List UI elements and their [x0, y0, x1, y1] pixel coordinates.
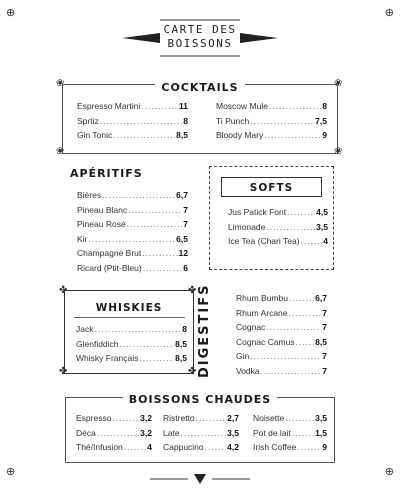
whiskies-title: WHISKIES [95, 302, 163, 314]
list-item: Vodka ..... 7 [236, 364, 327, 379]
aperitifs-title: APÉRITIFS [70, 167, 143, 180]
list-item: Déca ..... 3,2 [76, 426, 152, 441]
softs-list [228, 205, 328, 249]
aperitifs-list [77, 188, 188, 275]
digestifs-title: DIGESTIFS [197, 283, 212, 378]
header-title-line2: BOISSONS [167, 37, 233, 50]
boissons-chaudes-col1 [76, 411, 152, 455]
cocktails-right-list [216, 99, 327, 143]
list-item: Sprtiz ..... 8 [77, 114, 188, 129]
cocktails-corner-icon: ❀ [56, 146, 65, 157]
list-item: Rhum Arcane ..... 7 [236, 306, 327, 321]
corner-ornament-icon: ⊕ [6, 7, 16, 19]
list-item: Jus Patick Font ..... 4,5 [228, 205, 328, 220]
whiskies-list [76, 322, 187, 366]
corner-ornament-icon: ⊕ [384, 466, 394, 478]
list-item: Ice Tea (Chari Tea) ..... 4 [228, 234, 328, 249]
cocktails-corner-icon: ❀ [334, 78, 343, 89]
header-title-line1: CARTE DES [163, 23, 237, 36]
whiskies-corner-icon: ✤ [59, 285, 68, 296]
list-item: Ricard (Ptit-Bleu) ..... 6 [77, 261, 188, 276]
list-item: Rhum Bumbu ..... 6,7 [236, 291, 327, 306]
cocktails-left-list [77, 99, 188, 143]
list-item: Cognac ..... 7 [236, 320, 327, 335]
cocktails-title: COCKTAILS [155, 81, 244, 94]
list-item: Limonade ..... 3,5 [228, 220, 328, 235]
list-item: Thé/Infusion ..... 4 [76, 440, 152, 455]
list-item: Noisette ..... 3,5 [253, 411, 327, 426]
bottom-ornament-icon [150, 472, 250, 486]
list-item: Cappucino ..... 4,2 [163, 440, 239, 455]
list-item: Late ..... 3,5 [163, 426, 239, 441]
header-title [120, 16, 280, 60]
softs-title-box [221, 177, 322, 197]
digestifs-list [236, 291, 327, 378]
list-item: Espresso Martini ..... 11 [77, 99, 188, 114]
whiskies-corner-icon: ✤ [59, 366, 68, 377]
whiskies-corner-icon: ✤ [188, 366, 197, 377]
list-item: Pineau Rosé ..... 7 [77, 217, 188, 232]
list-item: Moscow Mule ..... 8 [216, 99, 327, 114]
cocktails-corner-icon: ❀ [334, 146, 343, 157]
list-item: Cognac Camus ..... 8,5 [236, 335, 327, 350]
whiskies-corner-icon: ✤ [188, 285, 197, 296]
list-item: Ti Punch ..... 7,5 [216, 114, 327, 129]
boissons-chaudes-title: BOISSONS CHAUDES [123, 393, 277, 406]
corner-ornament-icon: ⊕ [384, 7, 394, 19]
list-item: Bières ..... 6,7 [77, 188, 188, 203]
list-item: Gin ..... 7 [236, 349, 327, 364]
list-item: Gin Tonic ..... 8,5 [77, 128, 188, 143]
whiskies-divider [74, 317, 185, 318]
list-item: Kir ..... 6,5 [77, 232, 188, 247]
list-item: Ristretto ..... 2,7 [163, 411, 239, 426]
list-item: Glenfiddich ..... 8,5 [76, 337, 187, 352]
cocktails-corner-icon: ❀ [56, 78, 65, 89]
boissons-chaudes-col3 [253, 411, 327, 455]
list-item: Pineau Blanc ..... 7 [77, 203, 188, 218]
list-item: Espresso ..... 3,2 [76, 411, 152, 426]
list-item: Irish Coffee ..... 9 [253, 440, 327, 455]
boissons-chaudes-col2 [163, 411, 239, 455]
list-item: Bloody Mary ..... 9 [216, 128, 327, 143]
corner-ornament-icon: ⊕ [6, 466, 16, 478]
list-item: Jack ..... 8 [76, 322, 187, 337]
list-item: Pot de lait ..... 1,5 [253, 426, 327, 441]
list-item: Whisky Français ..... 8,5 [76, 351, 187, 366]
softs-title: SOFTS [249, 182, 294, 194]
list-item: Champagne Brut ..... 12 [77, 246, 188, 261]
